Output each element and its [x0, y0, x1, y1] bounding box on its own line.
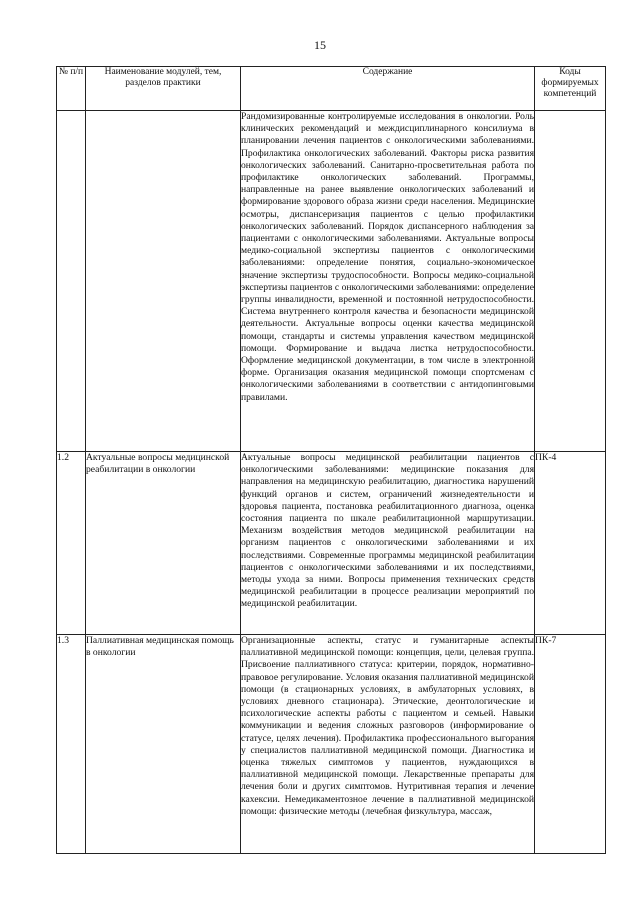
- row-num: 1.3: [57, 635, 86, 854]
- row-codes: [535, 111, 606, 452]
- row-num: [57, 111, 86, 452]
- row-content: Рандомизированные контролируемые исследования в онкологии. Роль клинических рекомендаций и междисциплинарного консилиума в планировании лечения пациентов с онкологическими заболеваниями. Профилактика онкологических заболеваний. Факторы риска развития онкологических заболеваний. Санитарно-просветительная работа по профилактике онкологических заболеваний. Программы, направленные на ранее выявление онкологических заболеваний и формирование здорового образа жизни среди населения. Медицинские осмотры, диспансеризация пациентов с целью профилактики онкологических заболеваний. Порядок диспансерного наблюдения за пациентами с онкологическими заболеваниями. Актуальные вопросы медико-социальной экспертизы пациентов с онкологическими заболеваниями: определение понятия, социально-экономическое значение экспертизы трудоспособности. Вопросы медико-социальной экспертизы пациентов с онкологическими заболеваниями: определение группы инвалидности, временной и постоянной нетрудоспособности. Система внутреннего контроля качества и безопасности медицинской деятельности. Актуальные вопросы оценки качества медицинской помощи, стандарты и системы управления качеством медицинской помощи. Формирование и выдача листка нетрудоспособности. Оформление медицинской документации, в том числе в электронной форме. Организация оказания медицинской помощи спортсменам с онкологическими заболеваниями в соответствии с антидопинговыми правилами.: [241, 111, 535, 452]
- row-codes: ПК-4: [535, 452, 606, 635]
- row-name: Паллиативная медицинская помощь в онкологии: [86, 635, 241, 854]
- row-name: Актуальные вопросы медицинской реабилитации в онкологии: [86, 452, 241, 635]
- row-num: 1.2: [57, 452, 86, 635]
- row-codes: ПК-7: [535, 635, 606, 854]
- page-number: 15: [314, 38, 326, 52]
- table-row: [57, 452, 606, 635]
- header-name: Наименование модулей, тем, разделов практики: [86, 67, 241, 111]
- curriculum-table: [56, 66, 606, 854]
- table-header-row: [57, 67, 606, 111]
- row-content: Организационные аспекты, статус и гуманитарные аспекты паллиативной медицинской помощи: концепция, цели, целевая группа. Присвоение паллиативного статуса: критерии, порядок, нормативно-правовое регулирование. Условия оказания паллиативной медицинской помощи (в стационарных условиях, в амбулаторных условиях, в условиях дневного стационара). Этические, деонтологические и психологические аспекты работы с пациентом и семьей. Навыки коммуникации и ведения сложных разговоров (информирование о статусе, целях лечения). Профилактика профессионального выгорания у специалистов паллиативной медицинской помощи. Диагностика и оценка тяжелых симптомов у пациентов, нуждающихся в паллиативной медицинской помощи. Лекарственные препараты для лечения боли и других симптомов. Нутритивная терапия и лечение кахексии. Немедикаментозное лечение в паллиативной медицинской помощи: физические методы (лечебная физкультура, массаж,: [241, 635, 535, 854]
- header-num: № п/п: [57, 67, 86, 111]
- header-codes: Коды формируемых компетенций: [535, 67, 606, 111]
- table-row: [57, 111, 606, 452]
- row-name: [86, 111, 241, 452]
- header-content: Содержание: [241, 67, 535, 111]
- table-row: [57, 635, 606, 854]
- row-content: Актуальные вопросы медицинской реабилитации пациентов с онкологическими заболеваниями: медицинские показания для направления на медицинскую реабилитацию, диагностика нарушений функций органов и систем, ограничений жизнедеятельности и здоровья пациента, постановка реабилитационного диагноза, оценка состояния пациента по шкале реабилитационной маршрутизации. Механизм воздействия методов медицинской реабилитации на организм пациентов с онкологическими заболеваниями и их последствиями. Современные программы медицинской реабилитации пациентов с онкологическими заболеваниями и их последствиями, методы ухода за ними. Вопросы применения технических средств медицинской реабилитации в процессе реализации мероприятий по медицинской реабилитации.: [241, 452, 535, 635]
